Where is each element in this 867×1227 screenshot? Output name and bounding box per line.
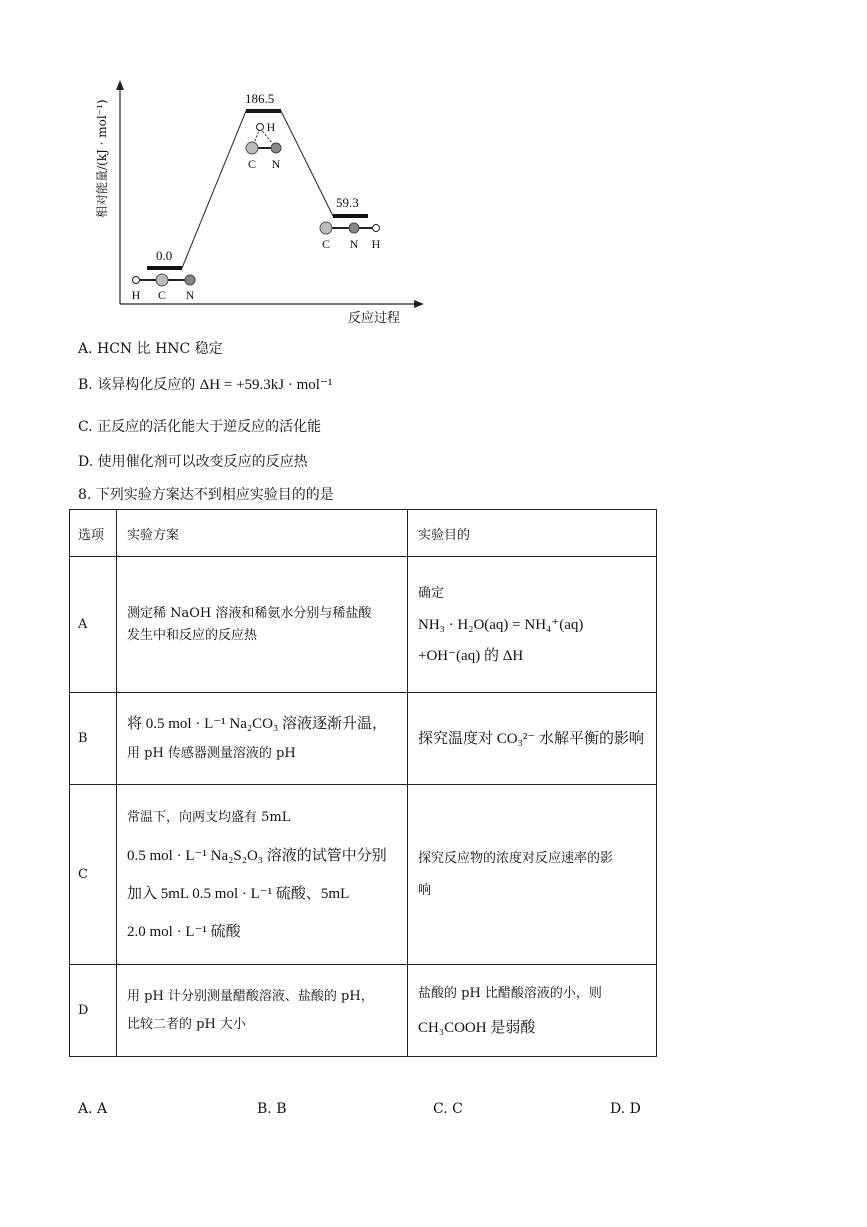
plan-line: 常温下，向两支均盛有 5mL [127, 809, 291, 825]
plan-cell [117, 965, 408, 1057]
x-axis-label: 反应过程 [348, 311, 401, 326]
y-axis-label: 相对能量/(kJ · mol⁻¹) [95, 99, 109, 218]
plan-cell [117, 785, 408, 965]
header-cell: 实验目的 [408, 510, 657, 557]
y-axis-arrow [116, 80, 124, 90]
atom-n [271, 143, 281, 153]
atom-label: C [247, 157, 257, 171]
plan-cell [117, 693, 408, 785]
table-row [70, 693, 657, 785]
atom-h [133, 277, 140, 284]
goal-line: 响 [418, 882, 432, 898]
table-row [70, 965, 657, 1057]
header-cell: 实验方案 [117, 510, 408, 557]
goal-cell [408, 965, 657, 1057]
reaction-path [182, 111, 333, 268]
atom-n [185, 275, 195, 285]
atom-label: H [266, 120, 276, 134]
row-label: D [70, 965, 117, 1057]
header-cell: 选项 [70, 510, 117, 557]
q7-option-a: A. HCN 比 HNC 稳定 [78, 341, 223, 357]
level-value-ts: 186.5 [245, 91, 275, 106]
row-label: B [70, 693, 117, 785]
level-value-hcn: 0.0 [156, 248, 173, 263]
atom-label: H [371, 237, 381, 251]
atom-label: C [157, 288, 167, 302]
goal-line: 探究温度对 CO₃²⁻ 水解平衡的影响 [418, 730, 644, 747]
q7-option-b-text: B. 该异构化反应的 [78, 377, 196, 393]
plan-line: 发生中和反应的反应热 [127, 627, 258, 643]
plan-line: 用 pH 计分别测量醋酸溶液、盐酸的 pH， [127, 988, 374, 1004]
atom-label: H [131, 288, 141, 302]
goal-cell [408, 557, 657, 693]
plan-cell [117, 557, 408, 693]
goal-cell [408, 785, 657, 965]
atom-c [320, 222, 332, 234]
atom-h [373, 225, 380, 232]
table-header-row [70, 510, 657, 557]
atom-label: N [271, 157, 281, 171]
atom-h [257, 124, 264, 131]
q7-option-b-formula: ΔH = +59.3kJ · mol⁻¹ [199, 377, 333, 393]
answer-option-b[interactable]: B. B [257, 1101, 287, 1117]
table-row [70, 557, 657, 693]
plan-line: 用 pH 传感器测量溶液的 pH [127, 745, 296, 761]
q7-option-c: C. 正反应的活化能大于逆反应的活化能 [78, 419, 322, 435]
atom-n [349, 223, 359, 233]
goal-cell [408, 693, 657, 785]
q8-stem: 8. 下列实验方案达不到相应实验目的的是 [78, 487, 334, 503]
atom-label: C [321, 237, 331, 251]
atom-c [246, 142, 258, 154]
plan-line: 加入 5mL 0.5 mol · L⁻¹ 硫酸、5mL [127, 885, 350, 902]
row-label: C [70, 785, 117, 965]
goal-line: 盐酸的 pH 比醋酸溶液的小，则 [418, 985, 602, 1001]
plan-line: 0.5 mol · L⁻¹ Na₂S₂O₃ 溶液的试管中分别 [127, 847, 387, 864]
x-axis-arrow [414, 300, 424, 308]
plan-line: 测定稀 NaOH 溶液和稀氨水分别与稀盐酸 [127, 605, 372, 621]
answer-option-c[interactable]: C. C [433, 1101, 463, 1117]
plan-line: 比较二者的 pH 大小 [127, 1016, 246, 1032]
goal-line: 探究反应物的浓度对反应速率的影 [418, 850, 614, 866]
goal-formula: +OH⁻(aq) 的 ΔH [418, 647, 524, 664]
answer-option-d[interactable]: D. D [610, 1101, 641, 1117]
goal-line: 确定 [418, 585, 445, 601]
table-row [70, 785, 657, 965]
q7-option-d: D. 使用催化剂可以改变反应的反应热 [78, 454, 308, 470]
plan-line: 将 0.5 mol · L⁻¹ Na₂CO₃ 溶液逐渐升温， [127, 715, 387, 732]
row-label: A [70, 557, 117, 693]
level-value-hnc: 59.3 [336, 195, 359, 210]
atom-label: N [349, 237, 359, 251]
goal-formula: NH₃ · H₂O(aq) = NH₄⁺(aq) [418, 616, 584, 633]
energy-diagram [90, 80, 430, 330]
atom-label: N [185, 288, 195, 302]
experiment-table [69, 509, 657, 1057]
atom-c [156, 274, 168, 286]
q7-option-b [78, 374, 332, 394]
plan-line: 2.0 mol · L⁻¹ 硫酸 [127, 923, 241, 940]
goal-formula: CH₃COOH 是弱酸 [418, 1019, 536, 1036]
answer-option-a[interactable]: A. A [78, 1101, 108, 1117]
